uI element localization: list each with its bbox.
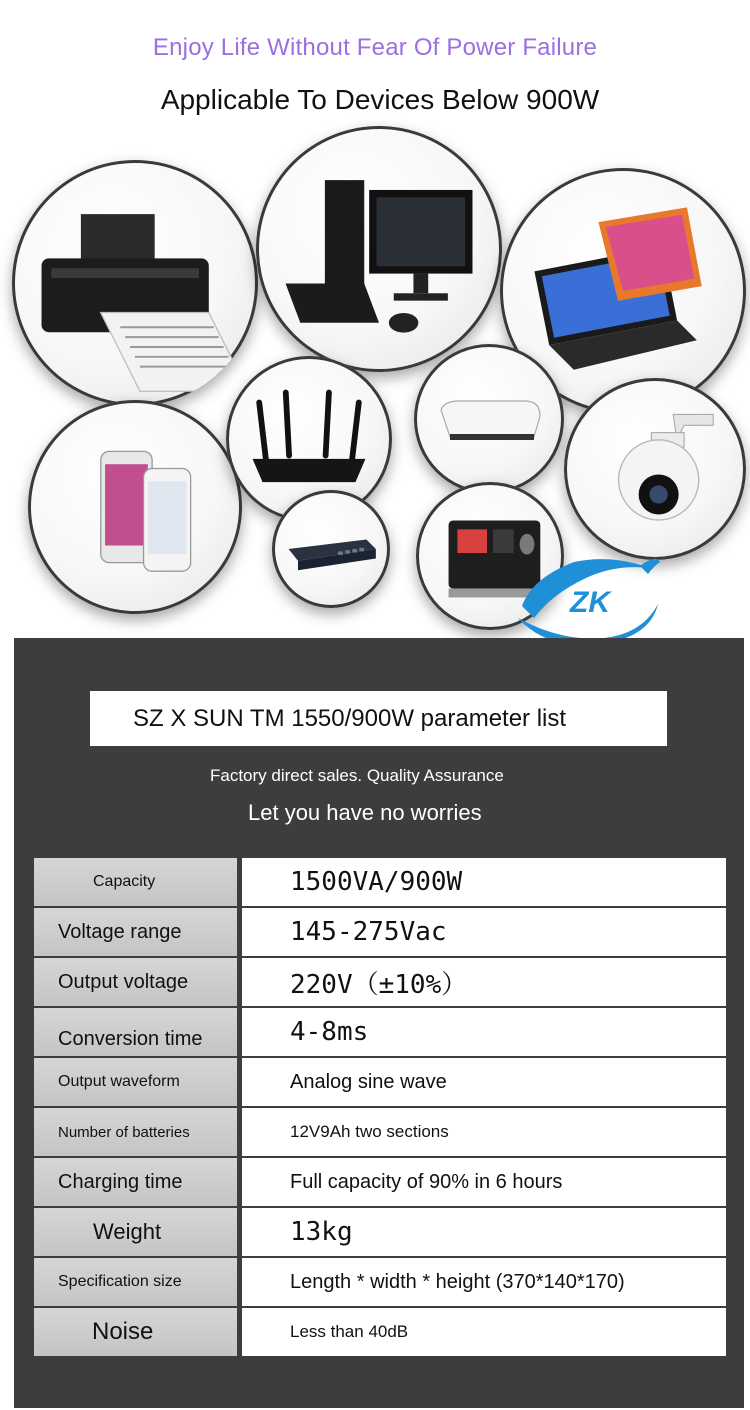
spec-key: Voltage range [34, 908, 237, 956]
spec-row-charging-time [34, 1158, 726, 1208]
spec-value: 12V9Ah two sections [242, 1108, 726, 1156]
spec-table [34, 858, 726, 1358]
spec-key: Conversion time [34, 1008, 237, 1056]
phones-bubble [28, 400, 242, 614]
spec-row-capacity [34, 858, 726, 908]
no-worries-text: Let you have no worries [248, 800, 482, 825]
spec-row-output-waveform [34, 1058, 726, 1108]
set-top-box-icon [414, 344, 564, 494]
quality-assurance-text: Factory direct sales. Quality Assurance [210, 766, 504, 785]
spec-value: 4-8ms [242, 1008, 726, 1056]
parameter-list-title: SZ X SUN TM 1550/900W parameter list [90, 691, 667, 746]
spec-value: 220V（±10%） [242, 958, 726, 1006]
spec-row-number-of-batteries [34, 1108, 726, 1158]
spec-key: Specification size [34, 1258, 237, 1306]
spec-row-noise [34, 1308, 726, 1358]
devices-banner [0, 0, 750, 640]
spec-value: 145-275Vac [242, 908, 726, 956]
spec-key: Weight [34, 1208, 237, 1256]
smartphone-icon [28, 400, 242, 614]
switch-bubble [272, 490, 390, 608]
settop-bubble [414, 344, 564, 494]
network-switch-icon [272, 490, 390, 608]
spec-value: Less than 40dB [242, 1308, 726, 1356]
printer-icon [12, 160, 258, 406]
spec-row-specification-size [34, 1258, 726, 1308]
camera-bubble [564, 378, 746, 560]
spec-value: Analog sine wave [242, 1058, 726, 1106]
headline: Applicable To Devices Below 900W [160, 84, 600, 115]
logo-text: ZK [570, 586, 610, 619]
spec-value: Full capacity of 90% in 6 hours [242, 1158, 726, 1206]
spec-key: Capacity [34, 858, 237, 906]
spec-key: Charging time [34, 1158, 237, 1206]
spec-key: Output voltage [34, 958, 237, 1006]
spec-row-conversion-time [34, 1008, 726, 1058]
spec-row-voltage-range [34, 908, 726, 958]
spec-value: Length * width * height (370*140*170) [242, 1258, 726, 1306]
spec-value: 13kg [242, 1208, 726, 1256]
printer-bubble [12, 160, 258, 406]
desktop-computer-icon [256, 126, 502, 372]
spec-key: Output waveform [34, 1058, 237, 1106]
spec-row-weight [34, 1208, 726, 1258]
desktop-bubble [256, 126, 502, 372]
spec-key: Noise [34, 1308, 237, 1356]
security-camera-icon [564, 378, 746, 560]
spec-row-output-voltage [34, 958, 726, 1008]
slogan: Enjoy Life Without Fear Of Power Failure [152, 34, 598, 61]
spec-key: Number of batteries [34, 1108, 237, 1156]
spec-value: 1500VA/900W [242, 858, 726, 906]
